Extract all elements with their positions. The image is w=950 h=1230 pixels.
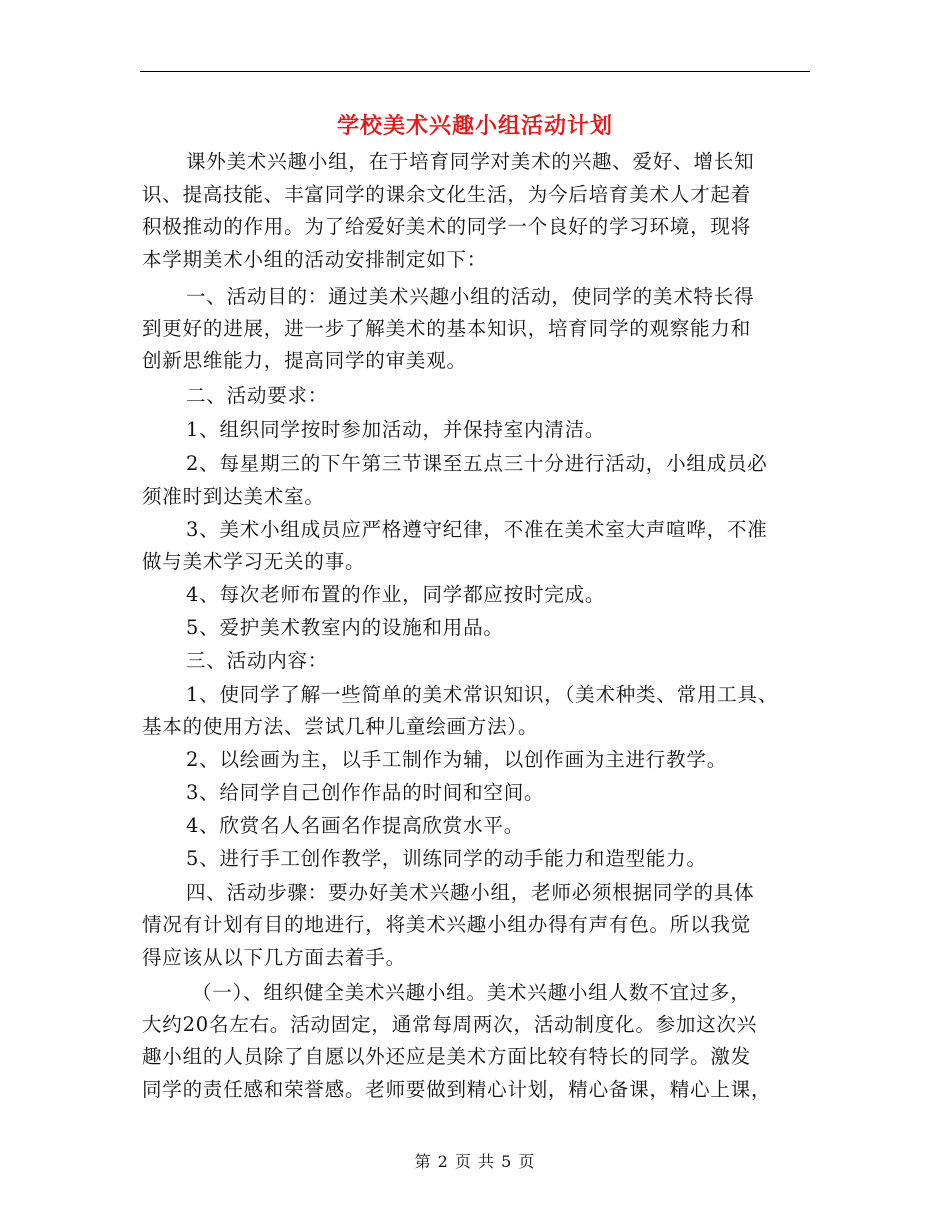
body-line: 积极推动的作用。为了给爱好美术的同学一个良好的学习环境，现将 xyxy=(142,215,752,238)
body-line: 趣小组的人员除了自愿以外还应是美术方面比较有特长的同学。激发 xyxy=(142,1045,752,1068)
body-line: 2、以绘画为主，以手工制作为辅，以创作画为主进行教学。 xyxy=(186,748,728,771)
body-line: 5、爱护美术教室内的设施和用品。 xyxy=(186,616,504,639)
body-line: 一、活动目的：通过美术兴趣小组的活动，使同学的美术特长得 xyxy=(186,285,755,308)
body-line: 须准时到达美术室。 xyxy=(142,485,325,508)
body-line: 二、活动要求： xyxy=(186,384,329,407)
body-line: （一）、组织健全美术兴趣小组。美术兴趣小组人数不宜过多， xyxy=(192,981,751,1004)
document-title: 学校美术兴趣小组活动计划 xyxy=(336,113,613,139)
header-rule xyxy=(140,71,810,72)
body-line: 2、每星期三的下午第三节课至五点三十分进行活动，小组成员必 xyxy=(186,452,768,475)
body-line: 创新思维能力，提高同学的审美观。 xyxy=(142,349,467,372)
body-line: 情况有计划有目的地进行，将美术兴趣小组办得有声有色。所以我觉 xyxy=(142,913,752,936)
body-line: 1、使同学了解一些简单的美术常识知识，（美术种类、常用工具、 xyxy=(186,683,779,706)
body-line: 到更好的进展，进一步了解美术的基本知识，培育同学的观察能力和 xyxy=(142,317,752,340)
body-line: 1、组织同学按时参加活动，并保持室内清洁。 xyxy=(186,418,606,441)
body-line: 得应该从以下几方面去着手。 xyxy=(142,946,406,969)
body-line: 三、活动内容： xyxy=(186,649,329,672)
body-line: 同学的责任感和荣誉感。老师要做到精心计划，精心备课，精心上课， xyxy=(142,1078,772,1101)
body-line: 3、给同学自己创作作品的时间和空间。 xyxy=(186,781,545,804)
body-line: 3、美术小组成员应严格遵守纪律，不准在美术室大声喧哗，不准 xyxy=(186,518,768,541)
body-line: 课外美术兴趣小组，在于培育同学对美术的兴趣、爱好、增长知 xyxy=(186,150,755,173)
body-line: 做与美术学习无关的事。 xyxy=(142,550,366,573)
body-line: 4、欣赏名人名画名作提高欣赏水平。 xyxy=(186,814,525,837)
body-line: 识、提高技能、丰富同学的课余文化生活，为今后培育美术人才起着 xyxy=(142,183,752,206)
body-line: 大约20名左右。活动固定，通常每周两次，活动制度化。参加这次兴 xyxy=(142,1013,758,1036)
body-line: 本学期美术小组的活动安排制定如下： xyxy=(142,248,488,271)
body-line: 4、每次老师布置的作业，同学都应按时完成。 xyxy=(186,583,606,606)
page-number-footer: 第 2 页 共 5 页 xyxy=(414,1152,536,1171)
body-line: 基本的使用方法、尝试几种儿童绘画方法）。 xyxy=(142,715,539,738)
body-line: 四、活动步骤：要办好美术兴趣小组，老师必须根据同学的具体 xyxy=(186,881,755,904)
body-line: 5、进行手工创作教学，训练同学的动手能力和造型能力。 xyxy=(186,847,707,870)
